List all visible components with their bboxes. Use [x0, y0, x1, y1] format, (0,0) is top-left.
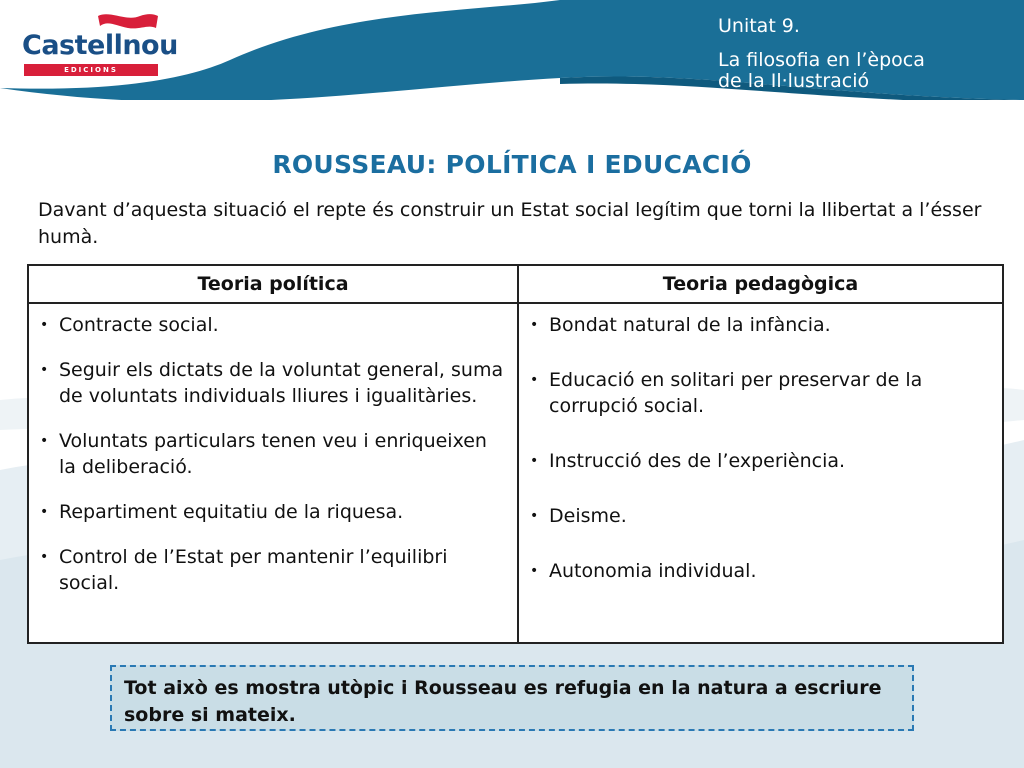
list-item [527, 367, 992, 419]
bullet-icon: • [40, 317, 49, 333]
logo-wordmark: Castellnou [22, 30, 178, 61]
unit-topic-line2: de la Il·lustració [718, 70, 870, 92]
unit-info [718, 16, 1018, 92]
list-item [37, 312, 507, 338]
list-item [527, 448, 992, 474]
header-political-theory: Teoria política [28, 265, 518, 303]
table-row [28, 303, 1003, 643]
list-item [527, 558, 992, 584]
political-theory-cell [28, 303, 518, 643]
bullet-icon: • [530, 563, 539, 579]
header-pedagogical-theory: Teoria pedagògica [518, 265, 1003, 303]
list-item [37, 428, 507, 480]
table-header-row [28, 265, 1003, 303]
bullet-icon: • [40, 362, 49, 378]
list-item-text: Repartiment equitatiu de la riquesa. [59, 501, 404, 523]
list-item-text: Educació en solitari per preservar de la corrupció social. [549, 369, 923, 417]
list-item-text: Deisme. [549, 505, 627, 527]
bullet-icon: • [530, 508, 539, 524]
list-item [527, 503, 992, 529]
list-item-text: Contracte social. [59, 314, 219, 336]
pedagogical-theory-cell [518, 303, 1003, 643]
logo-subtitle: EDICIONS [24, 64, 158, 76]
list-item-text: Instrucció des de l’experiència. [549, 450, 846, 472]
list-item [37, 499, 507, 525]
list-item [527, 312, 992, 338]
list-item-text: Voluntats particulars tenen veu i enriqueixen la deliberació. [59, 430, 487, 478]
list-item-text: Seguir els dictats de la voluntat general, suma de voluntats individuals lliures i igualitàries. [59, 359, 504, 407]
bullet-icon: • [40, 433, 49, 449]
unit-topic-line1: La filosofia en l’època [718, 49, 925, 71]
list-item [37, 357, 507, 409]
page-title: ROUSSEAU: POLÍTICA I EDUCACIÓ [272, 150, 752, 179]
bullet-icon: • [40, 549, 49, 565]
bullet-icon: • [530, 317, 539, 333]
list-item [37, 544, 507, 596]
bullet-icon: • [40, 504, 49, 520]
conclusion-note: Tot això es mostra utòpic i Rousseau es refugia en la natura a escriure sobre si mateix. [110, 665, 914, 731]
unit-label: Unitat 9. [718, 15, 800, 37]
political-theory-list [37, 312, 507, 596]
pedagogical-theory-list [527, 312, 992, 584]
bullet-icon: • [530, 453, 539, 469]
list-item-text: Autonomia individual. [549, 560, 757, 582]
intro-text: Davant d’aquesta situació el repte és construir un Estat social legítim que torni la llibertat a l’ésser humà. [38, 199, 982, 248]
bullet-icon: • [530, 372, 539, 388]
castellnou-logo [22, 10, 178, 80]
list-item-text: Bondat natural de la infància. [549, 314, 831, 336]
list-item-text: Control de l’Estat per mantenir l’equilibri social. [59, 546, 448, 594]
comparison-table [27, 264, 1004, 644]
